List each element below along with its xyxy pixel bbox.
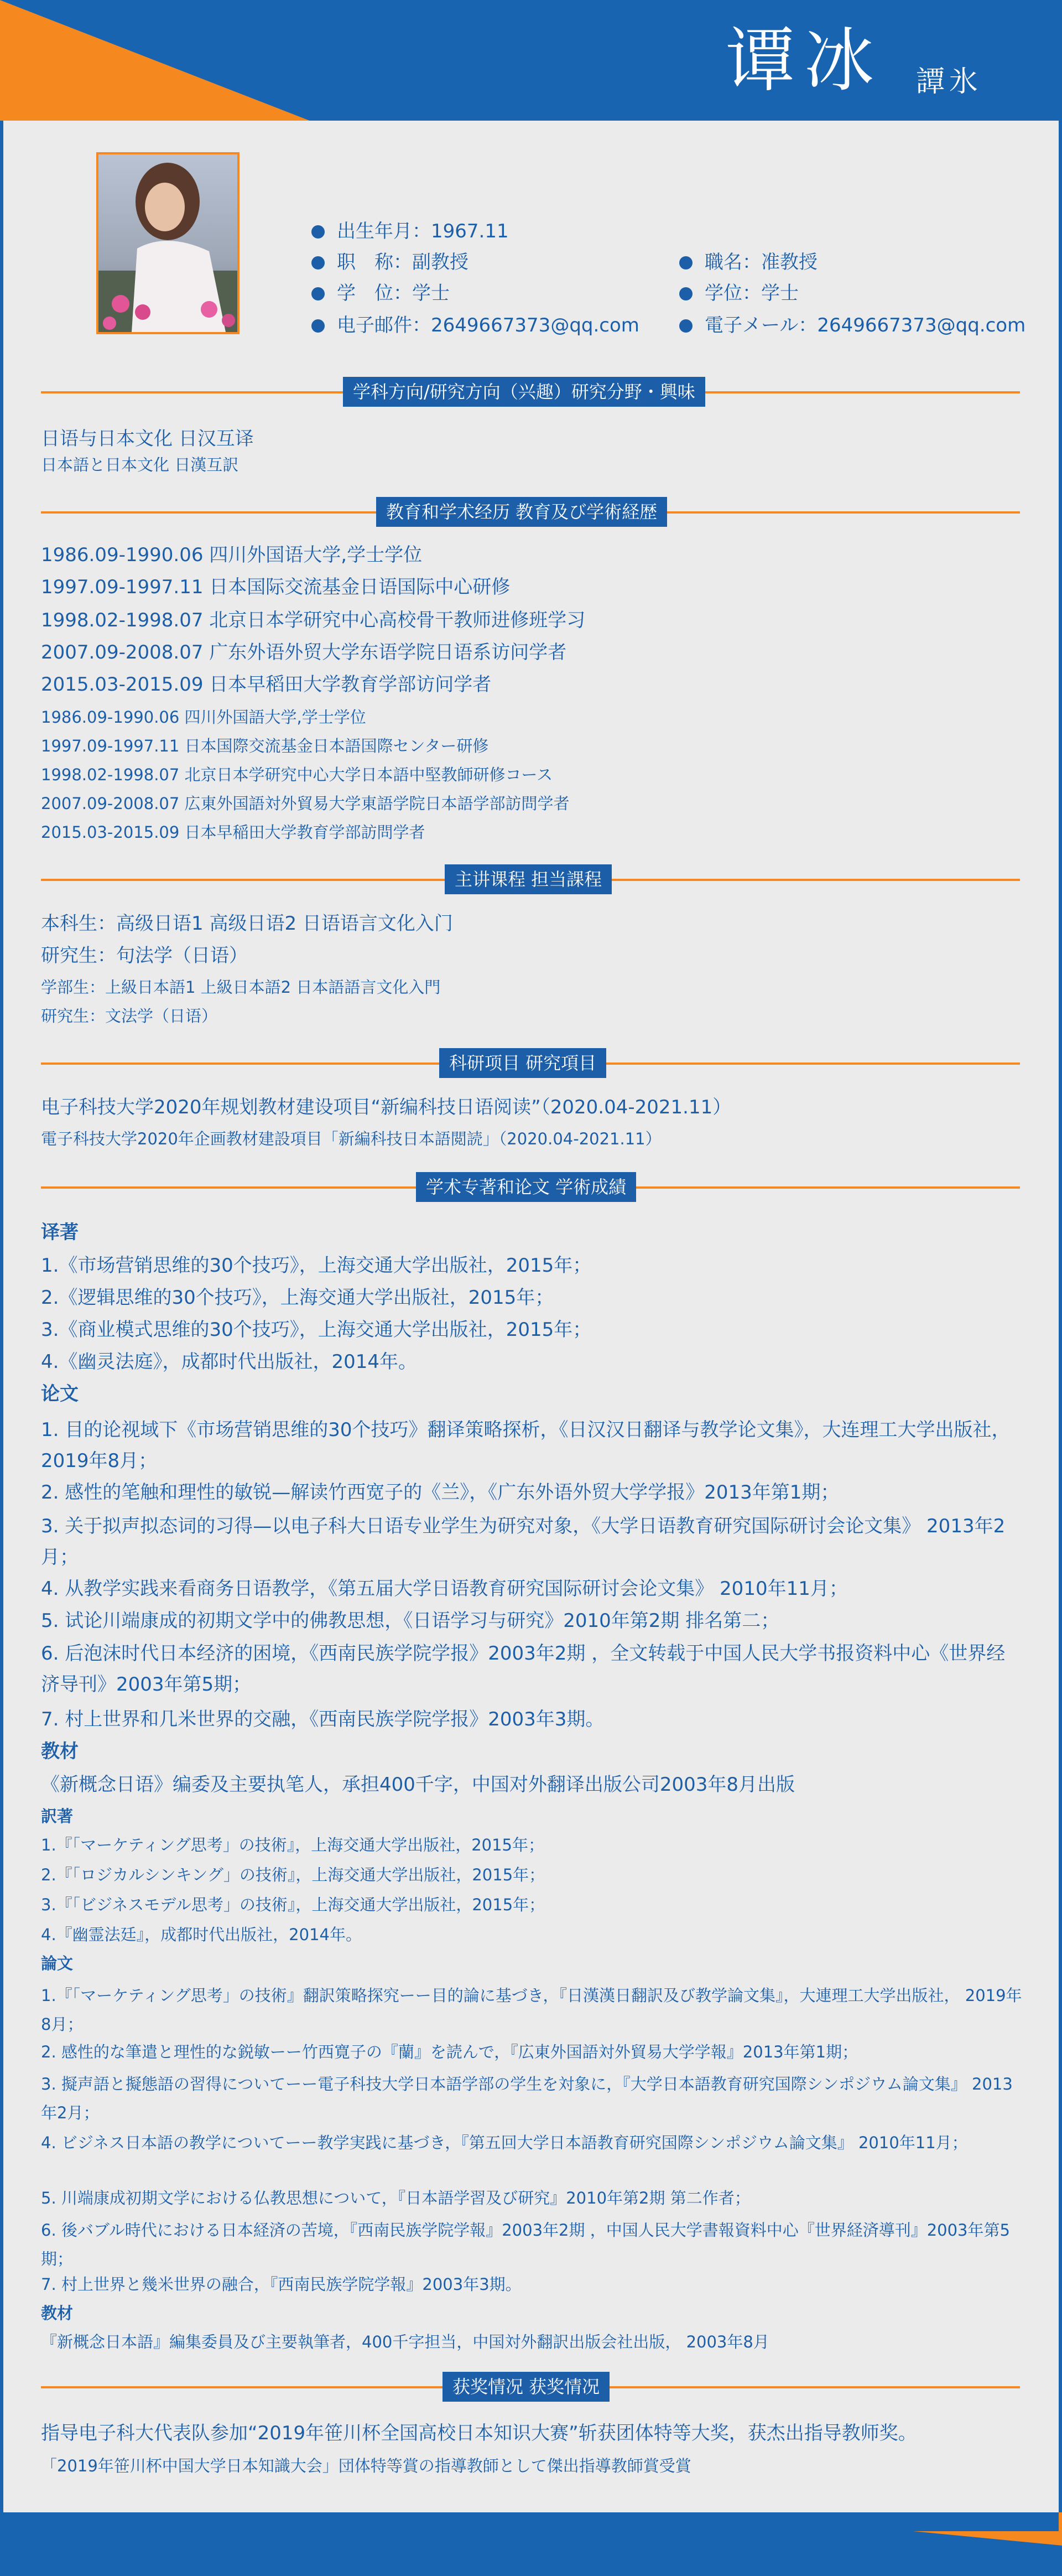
pub-zh-translations-title: 译著	[41, 1221, 79, 1243]
pub-ja-paper-2: 2. 感性的な筆遣と理性的な鋭敏ーー竹西寛子の『蘭』を読んで，『広東外国語対外貿易大学学報』2013年第1期；	[41, 2043, 858, 2061]
pub-zh-translation-3: 3.《商业模式思维的30个技巧》，上海交通大学出版社，2015年；	[41, 1319, 592, 1341]
education-ja-2: 1997.09-1997.11 日本国際交流基金日本語国際センター研修	[41, 737, 489, 755]
bullet-icon	[679, 319, 693, 333]
education-zh-1: 1986.09-1990.06 四川外国语大学,学士学位	[41, 544, 423, 566]
section-title: 科研项目 研究項目	[439, 1048, 606, 1078]
pub-ja-translation-4: 4.『幽霊法廷』，成都时代出版社，2014年。	[41, 1925, 362, 1944]
pub-zh-papers-title: 论文	[41, 1383, 79, 1405]
pub-ja-paper-6: 6. 後バブル時代における日本経済の苦境，『西南民族学院学報』2003年2期 ，中国人民大学書報資料中心『世界経済導刊』2003年第5期；	[41, 2221, 1010, 2268]
pub-zh-paper-1: 1. 目的论视域下《市场营销思维的30个技巧》翻译策略探析，《日汉汉日翻译与教学论文集》，大连理工大学出版社， 2019年8月；	[41, 1419, 1011, 1472]
info-degree: 学 位：学士	[311, 281, 450, 305]
education-zh-4: 2007.09-2008.07 广东外语外贸大学东语学院日语系访问学者	[41, 641, 567, 664]
pub-zh-paper-4: 4. 从教学实践来看商务日语教学，《第五届大学日语教育研究国际研讨会论文集》 2010年11月；	[41, 1578, 848, 1600]
awards-zh: 指导电子科大代表队参加“2019年笹川杯全国高校日本知识大赛”斩获团体特等大奖，获杰出指导教师奖。	[41, 2422, 917, 2444]
header-band	[0, 0, 1062, 121]
section-title: 获奖情况 获奖情况	[442, 2372, 610, 2402]
pub-ja-translation-1: 1.『「マーケティング思考」の技術』，上海交通大学出版社，2015年；	[41, 1836, 544, 1854]
education-ja-4: 2007.09-2008.07 広東外国語対外貿易大学東語学院日本語学部訪問学者	[41, 794, 570, 813]
section-title: 主讲课程 担当課程	[445, 864, 612, 894]
pub-ja-translations-title: 訳著	[41, 1807, 74, 1826]
section-research-header	[41, 377, 1020, 407]
courses-ja-1: 学部生：上級日本語1 上級日本語2 日本語語言文化入門	[41, 978, 441, 997]
courses-ja-2: 研究生：文法学（日语）	[41, 1007, 218, 1025]
info-degree-ja: 学位：学士	[679, 281, 799, 305]
section-education-header	[41, 497, 1020, 527]
courses-zh-1: 本科生：高级日语1 高级日语2 日语语言文化入门	[41, 913, 453, 935]
info-title-ja: 職名：准教授	[679, 250, 818, 274]
education-zh-5: 2015.03-2015.09 日本早稻田大学教育学部访问学者	[41, 673, 492, 696]
pub-zh-paper-7: 7. 村上世界和几米世界的交融，《西南民族学院学报》2003年3期。	[41, 1708, 605, 1730]
profile-photo	[96, 152, 240, 334]
pub-zh-translation-1: 1.《市场营销思维的30个技巧》，上海交通大学出版社，2015年；	[41, 1255, 592, 1277]
section-publications-header	[41, 1172, 1020, 1202]
name-japanese: 譚氷	[916, 65, 983, 99]
bullet-icon	[311, 225, 325, 239]
pub-ja-paper-1: 1.『「マーケティング思考」の技術』翻訳策略探究ーー目的論に基づき，『日漢漢日翻訳及び教学論文集』，大連理工大学出版社， 2019年8月；	[41, 1986, 1022, 2034]
projects-zh: 电子科技大学2020年规划教材建设项目“新编科技日语阅读”（2020.04-2021.11）	[41, 1096, 732, 1118]
pub-zh-translation-2: 2.《逻辑思维的30个技巧》，上海交通大学出版社，2015年；	[41, 1287, 554, 1309]
awards-ja: 「2019年笹川杯中国大学日本知識大会」団体特等賞の指導教師として傑出指導教師賞受賞	[41, 2456, 691, 2475]
pub-zh-textbook: 《新概念日语》编委及主要执笔人，承担400千字，中国对外翻译出版公司2003年8月出版	[41, 1774, 795, 1796]
bullet-icon	[311, 256, 325, 269]
name-chinese: 谭冰	[726, 20, 883, 101]
pub-ja-paper-7: 7. 村上世界と幾米世界の融合，『西南民族学院学報』2003年3期。	[41, 2275, 522, 2294]
bullet-icon	[311, 319, 325, 333]
pub-ja-textbook: 『新概念日本語』編集委員及び主要執筆者，400千字担当，中国対外翻訳出版会社出版， 2003年8月	[41, 2333, 769, 2351]
bullet-icon	[679, 287, 693, 300]
pub-zh-textbook-title: 教材	[41, 1740, 79, 1763]
info-title: 职 称：副教授	[311, 250, 468, 274]
pub-zh-translation-4: 4.《幽灵法庭》，成都时代出版社，2014年。	[41, 1351, 417, 1373]
info-birth: 出生年月：1967.11	[311, 219, 509, 243]
footer-decoration	[0, 2512, 1062, 2574]
section-courses-header	[41, 864, 1020, 894]
courses-zh-2: 研究生：句法学（日语）	[41, 945, 248, 967]
bullet-icon	[679, 256, 693, 269]
section-title: 学术专著和论文 学術成績	[416, 1172, 636, 1202]
research-line-ja: 日本語と日本文化 日漢互訳	[41, 455, 239, 474]
research-line-zh: 日语与日本文化 日汉互译	[41, 428, 254, 450]
pub-ja-textbook-title: 教材	[41, 2304, 74, 2323]
pub-zh-paper-6: 6. 后泡沫时代日本经济的困境，《西南民族学院学报》2003年2期 ，全文转载于中国人民大学书报资料中心《世界经济导刊》2003年第5期；	[41, 1642, 1006, 1696]
section-title: 教育和学术经历 教育及び学術経歴	[376, 497, 667, 527]
pub-ja-paper-4: 4. ビジネス日本語の教学についてーー教学実践に基づき，『第五回大学日本語教育研究国際シンポジウム論文集』 2010年11月；	[41, 2133, 968, 2152]
pub-ja-papers-title: 論文	[41, 1954, 74, 1973]
info-email: 电子邮件：2649667373@qq.com	[311, 313, 639, 338]
education-ja-3: 1998.02-1998.07 北京日本学研究中心大学日本語中堅教師研修コース	[41, 765, 553, 784]
section-awards-header	[41, 2372, 1020, 2402]
pub-zh-paper-5: 5. 试论川端康成的初期文学中的佛教思想，《日语学习与研究》2010年第2期 排名第二；	[41, 1610, 780, 1632]
projects-ja: 電子科技大学2020年企画教材建設項目「新編科技日本語閲読」（2020.04-2021.11）	[41, 1129, 662, 1148]
pub-ja-translation-2: 2.『「ロジカルシンキング」の技術』，上海交通大学出版社，2015年；	[41, 1865, 545, 1884]
pub-zh-paper-2: 2. 感性的笔触和理性的敏锐—解读竹西宽子的《兰》，《广东外语外贸大学学报》2013年第1期；	[41, 1481, 840, 1504]
pub-ja-paper-5: 5. 川端康成初期文学における仏教思想について，『日本語学習及び研究』2010年第2期 第二作者；	[41, 2189, 751, 2207]
header-decoration	[0, 0, 1062, 121]
pub-ja-paper-3: 3. 擬声語と擬態語の習得についてーー電子科技大学日本語学部の学生を対象に，『大学日本語教育研究国際シンポジウム論文集』 2013年2月；	[41, 2075, 1013, 2122]
pub-zh-paper-3: 3. 关于拟声拟态词的习得—以电子科大日语专业学生为研究对象，《大学日语教育研究国际研讨会论文集》 2013年2月；	[41, 1515, 1006, 1568]
education-zh-2: 1997.09-1997.11 日本国际交流基金日语国际中心研修	[41, 576, 511, 598]
section-projects-header	[41, 1048, 1020, 1078]
bullet-icon	[311, 287, 325, 300]
education-ja-1: 1986.09-1990.06 四川外国語大学,学士学位	[41, 708, 366, 727]
education-ja-5: 2015.03-2015.09 日本早稲田大学教育学部訪問学者	[41, 823, 425, 842]
footer-band	[0, 2512, 1062, 2574]
pub-ja-translation-3: 3.『「ビジネスモデル思考」の技術』，上海交通大学出版社，2015年；	[41, 1895, 545, 1914]
section-title: 学科方向/研究方向（兴趣）研究分野・興味	[343, 377, 705, 407]
info-email-ja: 電子メール：2649667373@qq.com	[679, 313, 1025, 338]
education-zh-3: 1998.02-1998.07 北京日本学研究中心高校骨干教师进修班学习	[41, 609, 586, 631]
